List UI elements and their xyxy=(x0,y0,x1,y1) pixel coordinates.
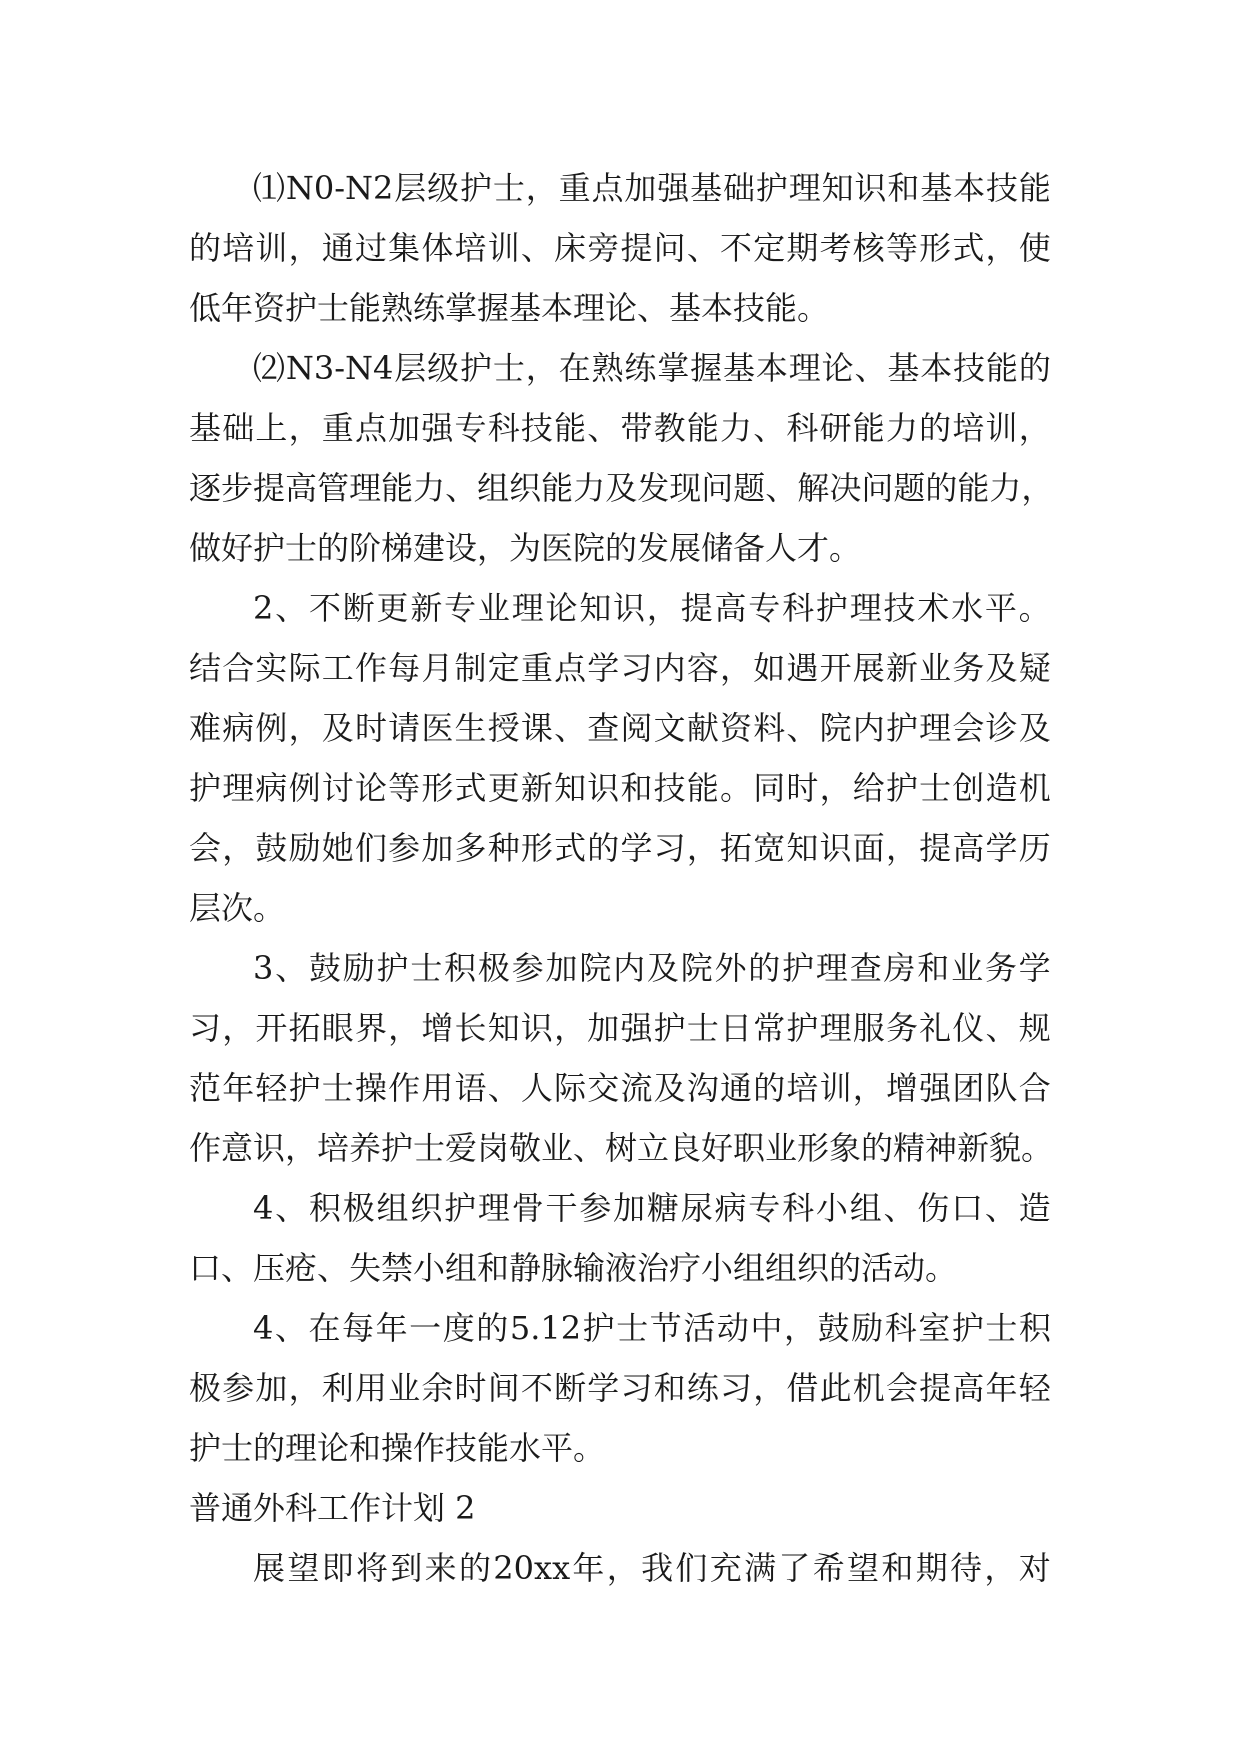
text-line: 护 理 病 例 讨 论 等 形 式 更 新 知 识 和 技 能 。 同 时 ， 给 护 士 创 造 机 xyxy=(189,769,1051,807)
text-line: ⑵ N3-N4 层 级 护 士 ， 在 熟 练 掌 握 基 本 理 论 、 基 本 技 能 的 xyxy=(253,349,1051,387)
text-line: 难 病 例 ， 及 时 请 医 生 授 课 、 查 阅 文 献 资 料 、 院 内 护 理 会 诊 及 xyxy=(189,709,1051,747)
text-line: 逐 步 提 高 管 理 能 力 、 组 织 能 力 及 发 现 问 题 、 解 决 问 题 的 能 力 ， xyxy=(189,469,1054,507)
text-line: 会 ， 鼓 励 她 们 参 加 多 种 形 式 的 学 习 ， 拓 宽 知 识 面 ， 提 高 学 历 xyxy=(189,829,1051,867)
text-line: 低年资护士能熟练掌握基本理论、基本技能。 xyxy=(189,289,830,327)
document-body xyxy=(189,158,1054,1598)
text-line: 结 合 实 际 工 作 每 月 制 定 重 点 学 习 内 容 ， 如 遇 开 展 新 业 务 及 疑 xyxy=(189,649,1051,687)
text-line: 展 望 即 将 到 来 的 20xx 年 ， 我 们 充 满 了 希 望 和 期 待 ， 对 xyxy=(253,1549,1051,1587)
text-line: 护士的理论和操作技能水平。 xyxy=(189,1429,606,1467)
text-line: 基 础 上 ， 重 点 加 强 专 科 技 能 、 带 教 能 力 、 科 研 能 力 的 培 训 ， xyxy=(189,409,1051,447)
text-line: 口、压疮、失禁小组和静脉输液治疗小组组织的活动。 xyxy=(189,1249,958,1287)
text-line: 习 ， 开 拓 眼 界 ， 增 长 知 识 ， 加 强 护 士 日 常 护 理 服 务 礼 仪 、 规 xyxy=(189,1009,1051,1047)
text-line: 层次。 xyxy=(189,889,286,927)
text-line: 2 、 不 断 更 新 专 业 理 论 知 识 ， 提 高 专 科 护 理 技 术 水 平 。 xyxy=(253,589,1051,627)
text-line: 作意识，培养护士爱岗敬业、树立良好职业形象的精神新貌。 xyxy=(189,1129,1054,1167)
text-line: 范 年 轻 护 士 操 作 用 语 、 人 际 交 流 及 沟 通 的 培 训 ， 增 强 团 队 合 xyxy=(189,1069,1051,1107)
text-line: 的 培 训 ， 通 过 集 体 培 训 、 床 旁 提 问 、 不 定 期 考 核 等 形 式 ， 使 xyxy=(189,229,1051,267)
text-line: ⑴ N0-N2 层 级 护 士 ， 重 点 加 强 基 础 护 理 知 识 和 基 本 技 能 xyxy=(253,169,1051,207)
section-heading: 普通外科工作计划 2 xyxy=(189,1489,476,1527)
text-line: 3 、 鼓 励 护 士 积 极 参 加 院 内 及 院 外 的 护 理 查 房 和 业 务 学 xyxy=(253,949,1051,987)
text-line: 4 、 积 极 组 织 护 理 骨 干 参 加 糖 尿 病 专 科 小 组 、 伤 口 、 造 xyxy=(253,1189,1051,1227)
text-line: 4 、 在 每 年 一 度 的 5.12 护 士 节 活 动 中 ， 鼓 励 科 室 护 士 积 xyxy=(253,1309,1051,1347)
text-line: 极 参 加 ， 利 用 业 余 时 间 不 断 学 习 和 练 习 ， 借 此 机 会 提 高 年 轻 xyxy=(189,1369,1051,1407)
text-line: 做好护士的阶梯建设，为医院的发展储备人才。 xyxy=(189,529,862,567)
